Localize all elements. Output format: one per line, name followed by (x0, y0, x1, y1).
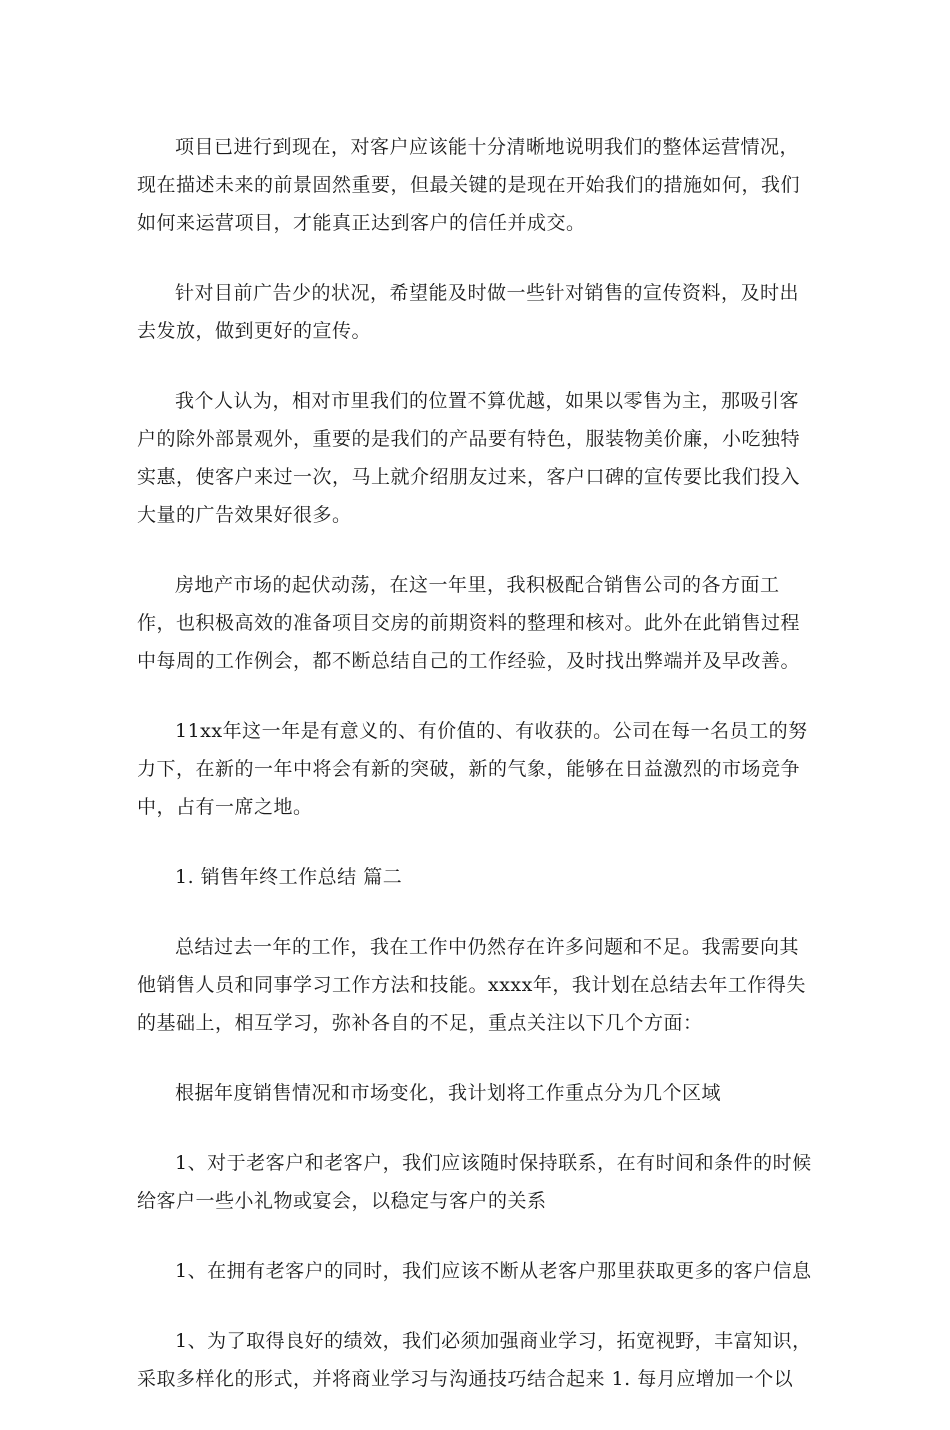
paragraph: 1、在拥有老客户的同时，我们应该不断从老客户那里获取更多的客户信息 (175, 1260, 812, 1282)
paragraph: 总结过去一年的工作，我在工作中仍然存在许多问题和不足。我需要向其他销售人员和同事学习工作方法和技能。xxxx年，我计划在总结去年工作得失的基础上，相互学习，弥补各自的不足，重点关注以下几个方面： (137, 936, 806, 1034)
section-heading: 1. 销售年终工作总结 篇二 (175, 866, 403, 888)
paragraph: 1、对于老客户和老客户，我们应该随时保持联系，在有时间和条件的时候给客户一些小礼物或宴会，以稳定与客户的关系 (137, 1152, 812, 1212)
paragraph: 根据年度销售情况和市场变化，我计划将工作重点分为几个区域 (175, 1082, 722, 1104)
document-body (137, 128, 817, 1430)
paragraph: 11xx年这一年是有意义的、有价值的、有收获的。公司在每一名员工的努力下，在新的一年中将会有新的突破，新的气象，能够在日益激烈的市场竞争中，占有一席之地。 (137, 720, 808, 818)
paragraph: 房地产市场的起伏动荡，在这一年里，我积极配合销售公司的各方面工作，也积极高效的准备项目交房的前期资料的整理和核对。此外在此销售过程中每周的工作例会，都不断总结自己的工作经验，及时找出弊端并及早改善。 (137, 574, 801, 672)
paragraph: 我个人认为，相对市里我们的位置不算优越，如果以零售为主，那吸引客户的除外部景观外，重要的是我们的产品要有特色，服装物美价廉，小吃独特实惠，使客户来过一次，马上就介绍朋友过来，客户口碑的宣传要比我们投入大量的广告效果好很多。 (137, 390, 801, 526)
paragraph: 项目已进行到现在，对客户应该能十分清晰地说明我们的整体运营情况，现在描述未来的前景固然重要，但最关键的是现在开始我们的措施如何，我们如何来运营项目，才能真正达到客户的信任并成交。 (137, 136, 801, 234)
paragraph: 针对目前广告少的状况，希望能及时做一些针对销售的宣传资料，及时出去发放，做到更好的宣传。 (137, 282, 800, 342)
paragraph: 1、为了取得良好的绩效，我们必须加强商业学习，拓宽视野，丰富知识，采取多样化的形式，并将商业学习与沟通技巧结合起来 1. 每月应增加一个以 (137, 1330, 812, 1390)
